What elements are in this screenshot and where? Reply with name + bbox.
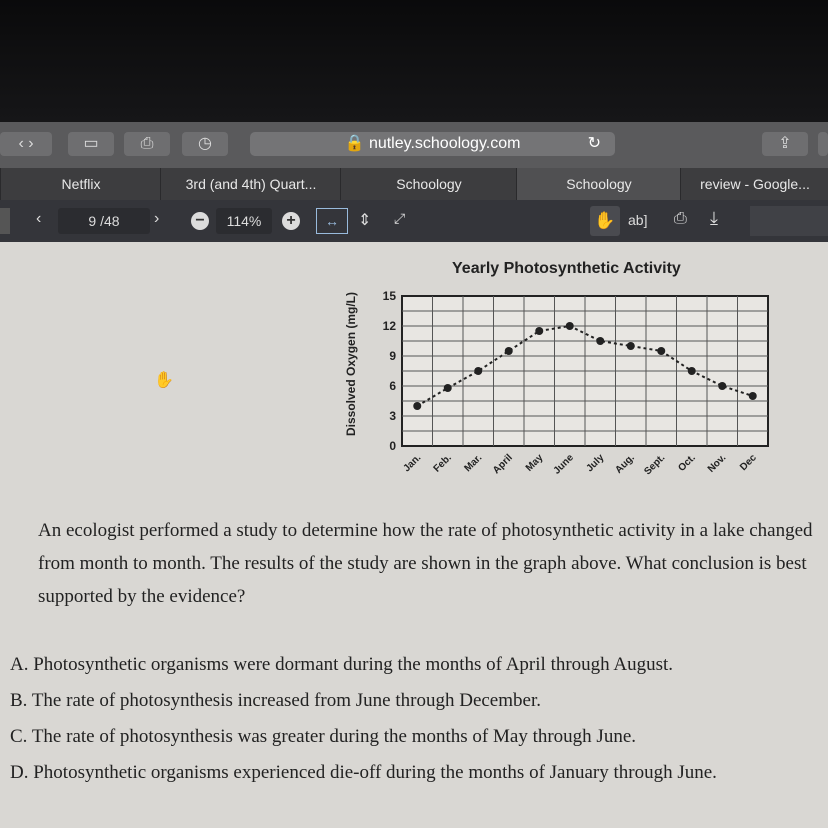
reload-icon[interactable]: ↻ — [587, 135, 601, 152]
x-axis-ticks — [401, 452, 759, 477]
x-tick-label: July — [584, 452, 607, 475]
tab-bar — [0, 168, 828, 200]
photosynthesis-chart — [0, 242, 828, 502]
x-tick-label: Feb. — [431, 452, 454, 475]
x-tick-label: Aug. — [613, 452, 637, 476]
data-point — [474, 367, 482, 375]
page-number-input[interactable]: 9 — [88, 213, 97, 229]
print-pdf-icon[interactable]: ⎙ — [674, 210, 687, 227]
y-tick-label: 15 — [382, 289, 396, 303]
data-point — [749, 392, 757, 400]
back-forward-buttons[interactable]: ‹ › — [0, 132, 52, 156]
fit-width-icon[interactable]: ↔ — [316, 208, 348, 234]
browser-toolbar — [0, 122, 828, 168]
x-tick-label: Mar. — [462, 452, 485, 475]
tab-netflix[interactable]: Netflix — [0, 168, 161, 200]
zoom-level[interactable]: 114% — [216, 208, 272, 234]
x-tick-label: Oct. — [676, 452, 698, 474]
sidebar-toggle[interactable] — [0, 208, 10, 234]
lock-icon: 🔒 — [344, 135, 365, 152]
data-point — [566, 322, 574, 330]
data-point — [596, 337, 604, 345]
prev-page-button[interactable]: ‹ — [36, 210, 42, 227]
data-point — [688, 367, 696, 375]
y-tick-label: 3 — [389, 409, 396, 423]
y-tick-label: 12 — [382, 319, 396, 333]
option-c[interactable]: C. The rate of photosynthesis was greater during the months of May through June. — [10, 726, 637, 747]
y-axis-ticks — [383, 289, 397, 453]
data-point — [505, 347, 513, 355]
y-axis-label: Dissolved Oxygen (mg/L) — [344, 291, 358, 437]
question-stem: An ecologist performed a study to determine how the rate of photosynthetic activity in a lake changed from month to month. The results of the study are shown in the graph above. What conclusion is best supported by the evidence? — [38, 520, 813, 607]
hand-tool-icon[interactable]: ✋ — [590, 206, 620, 236]
data-point — [535, 327, 543, 335]
option-b[interactable]: B. The rate of photosynthesis increased from June through December. — [10, 690, 541, 711]
print-icon[interactable]: ⎙ — [124, 132, 170, 156]
zoom-out-icon[interactable]: − — [191, 212, 209, 230]
sidebar-icon[interactable]: ▭ — [68, 132, 114, 156]
data-point — [657, 347, 665, 355]
x-tick-label: April — [490, 452, 515, 477]
x-tick-label: June — [551, 452, 576, 477]
download-icon[interactable]: ⤓ — [710, 208, 718, 228]
pdf-page — [0, 242, 828, 828]
screen-bezel — [0, 0, 828, 122]
x-tick-label: Dec — [738, 452, 759, 474]
data-point — [444, 384, 452, 392]
page-total: /48 — [100, 213, 120, 229]
tabs-overview-button[interactable] — [818, 132, 828, 156]
x-tick-label: Nov. — [705, 452, 729, 475]
address-bar[interactable] — [250, 132, 615, 156]
chart-title: Yearly Photosynthetic Activity — [452, 260, 681, 277]
tab-quarter[interactable]: 3rd (and 4th) Quart... — [160, 168, 341, 200]
data-point — [718, 382, 726, 390]
x-tick-label: Sept. — [642, 452, 668, 478]
data-point — [413, 402, 421, 410]
text-select-tool[interactable]: ab] — [628, 212, 648, 228]
y-tick-label: 0 — [389, 439, 396, 453]
share-icon[interactable]: ⇪ — [762, 132, 808, 156]
next-page-button[interactable]: › — [154, 210, 160, 227]
y-tick-label: 6 — [389, 379, 396, 393]
chart-grid — [402, 296, 768, 446]
data-point — [627, 342, 635, 350]
option-a[interactable]: A. Photosynthetic organisms were dormant during the months of April through August. — [10, 654, 674, 675]
url-text: nutley.schoology.com — [368, 135, 521, 152]
tab-review-google[interactable]: review - Google... — [680, 168, 828, 200]
toolbar-extra-panel — [750, 206, 828, 236]
hand-cursor-icon: ✋ — [154, 372, 174, 389]
fit-height-icon[interactable]: ⇕ — [358, 212, 372, 229]
option-d[interactable]: D. Photosynthetic organisms experienced die-off during the months of January through June. — [10, 762, 717, 783]
pdf-toolbar — [0, 200, 828, 242]
x-tick-label: May — [523, 452, 546, 474]
fullscreen-icon[interactable]: ⤢ — [394, 210, 406, 226]
zoom-in-icon[interactable]: + — [282, 212, 300, 230]
tab-schoology-1[interactable]: Schoology — [340, 168, 517, 200]
y-tick-label: 9 — [389, 349, 396, 363]
tab-schoology-2[interactable]: Schoology — [516, 168, 681, 200]
x-tick-label: Jan. — [401, 452, 424, 475]
history-icon[interactable]: ◷ — [182, 132, 228, 156]
